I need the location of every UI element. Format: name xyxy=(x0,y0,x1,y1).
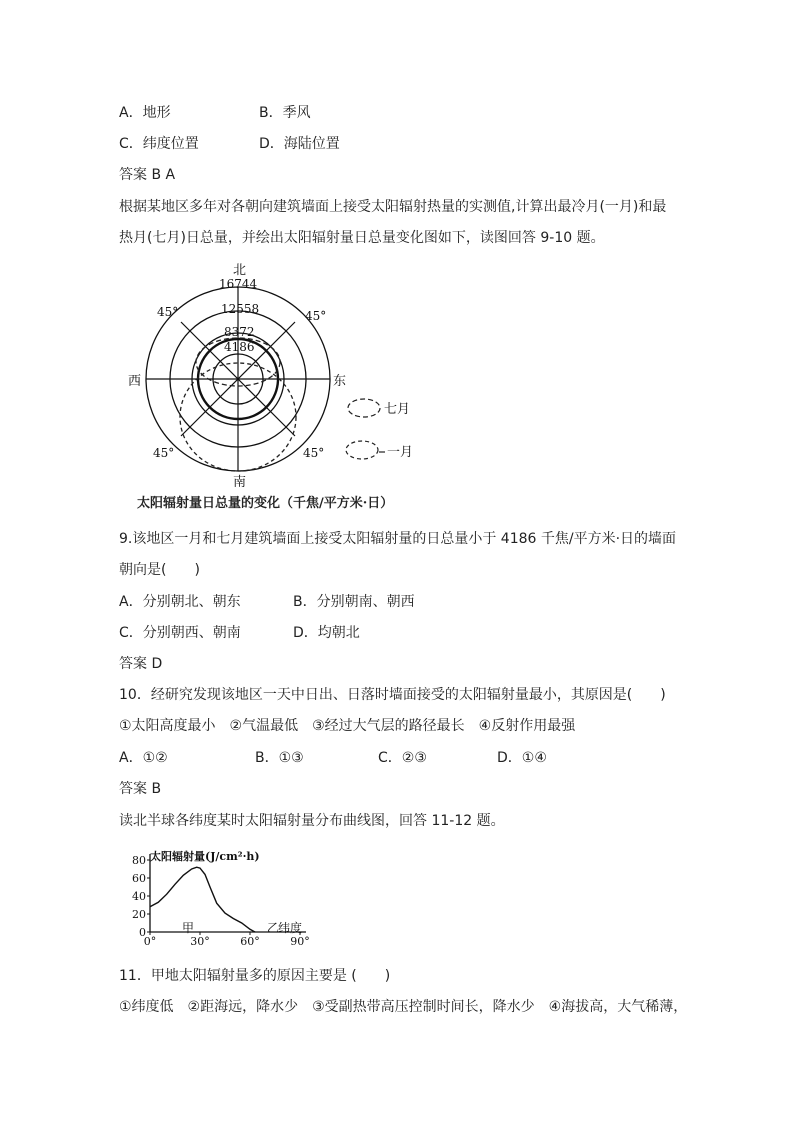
legend-january-label: 一月 xyxy=(387,445,414,460)
label-45-se: 45° xyxy=(303,446,325,460)
annotation-jia: 甲 xyxy=(182,921,195,935)
x-axis-label: 纬度 xyxy=(278,921,303,935)
intro-11-12: 读北半球各纬度某时太阳辐射量分布曲线图，回答 11-12 题。 xyxy=(119,813,505,829)
label-south: 南 xyxy=(233,475,247,490)
annotation-yi: 乙 xyxy=(267,921,280,935)
label-east: 东 xyxy=(333,374,347,389)
q9-answer: 答案 D xyxy=(119,656,163,672)
q10-option-a: A．①② xyxy=(119,750,168,766)
q9-stem-line-1: 9.该地区一月和七月建筑墙面上接受太阳辐射量的日总量小于 4186 千焦/平方米·日的墙面 xyxy=(119,531,677,547)
prev-option-a: A．地形 xyxy=(119,105,171,121)
prev-option-c: C．纬度位置 xyxy=(119,136,199,152)
y-tick-label: 40 xyxy=(132,890,146,903)
q9-option-b: B．分别朝南、朝西 xyxy=(293,594,415,610)
label-north: 北 xyxy=(233,263,247,278)
label-45-sw: 45° xyxy=(153,446,175,460)
q10-option-b: B．①③ xyxy=(255,750,304,766)
q11-reasons: ①纬度低 ②距海远，降水少 ③受副热带高压控制时间长，降水少 ④海拔高，大气稀薄， xyxy=(119,999,688,1015)
ring-value-4186: 4186 xyxy=(224,340,255,354)
chart-title: 太阳辐射量(J/cm²·h) xyxy=(150,850,260,863)
q10-option-c: C．②③ xyxy=(378,750,427,766)
intro-9-10-line-1: 根据某地区多年对各朝向建筑墙面上接受太阳辐射热量的实测值,计算出最冷月(一月)和最 xyxy=(119,199,667,215)
x-tick-label: 90° xyxy=(290,935,310,948)
q10-stem: 10．经研究发现该地区一天中日出、日落时墙面接受的太阳辐射量最小，其原因是( ) xyxy=(119,687,666,703)
q9-option-c: C．分别朝西、朝南 xyxy=(119,625,241,641)
q10-reasons: ①太阳高度最小 ②气温最低 ③经过大气层的路径最长 ④反射作用最强 xyxy=(119,718,576,734)
x-tick-label: 30° xyxy=(190,935,210,948)
prev-option-b: B．季风 xyxy=(259,105,311,121)
prev-option-d: D．海陆位置 xyxy=(259,136,340,152)
ring-value-16744: 16744 xyxy=(219,277,258,291)
q9-option-d: D．均朝北 xyxy=(293,625,360,641)
ring-value-8372: 8372 xyxy=(224,325,255,339)
prev-answer: 答案 B A xyxy=(119,167,176,183)
q9-stem-line-2: 朝向是( ) xyxy=(119,562,200,578)
q10-option-d: D．①④ xyxy=(497,750,547,766)
y-tick-label: 0 xyxy=(139,926,146,939)
x-tick-label: 60° xyxy=(240,935,260,948)
ring-value-12558: 12558 xyxy=(221,302,260,316)
y-tick-label: 20 xyxy=(132,908,146,921)
legend-july-label: 七月 xyxy=(384,402,411,417)
q9-option-a: A．分别朝北、朝东 xyxy=(119,594,241,610)
label-45-nw: 45° xyxy=(157,305,179,319)
latitude-radiation-chart xyxy=(128,846,318,952)
radial-radiation-chart xyxy=(125,262,425,492)
legend-january-symbol xyxy=(346,441,378,459)
legend-july-symbol xyxy=(348,399,380,417)
series-line xyxy=(150,867,255,932)
q10-answer: 答案 B xyxy=(119,781,162,797)
label-45-ne: 45° xyxy=(305,309,327,323)
radial-chart-caption: 太阳辐射量日总量的变化（千焦/平方米·日） xyxy=(137,496,394,511)
q11-stem: 11．甲地太阳辐射量多的原因主要是 ( ) xyxy=(119,968,391,984)
label-west: 西 xyxy=(128,374,142,389)
intro-9-10-line-2: 热月(七月)日总量，并绘出太阳辐射量日总量变化图如下，读图回答 9-10 题。 xyxy=(119,230,605,246)
y-tick-label: 60 xyxy=(132,872,146,885)
x-tick-label: 0° xyxy=(143,935,157,948)
y-tick-label: 80 xyxy=(132,854,146,867)
